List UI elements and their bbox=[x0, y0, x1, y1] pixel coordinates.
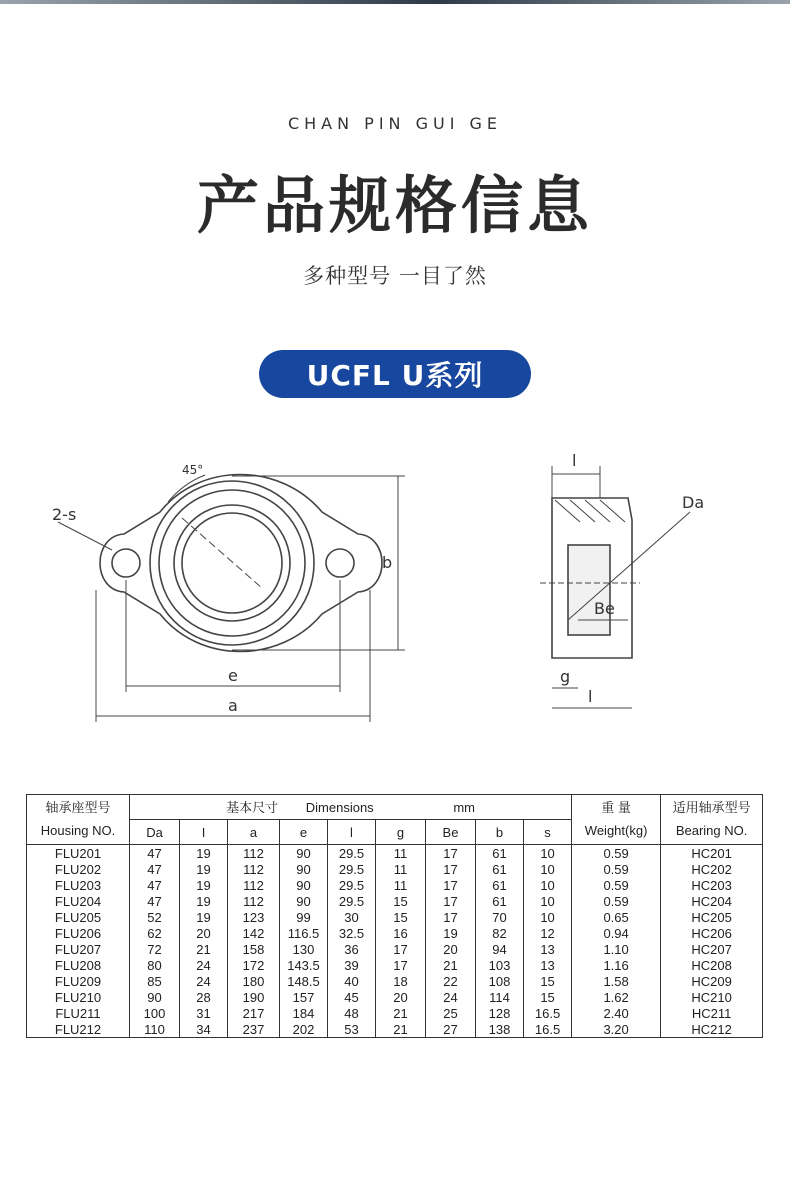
table-cell: 20 bbox=[180, 925, 228, 941]
table-cell: 47 bbox=[130, 845, 180, 862]
table-cell: 157 bbox=[280, 989, 328, 1005]
table-cell: 1.10 bbox=[572, 941, 661, 957]
bolt-hole-left bbox=[112, 549, 140, 577]
table-cell: HC212 bbox=[661, 1021, 763, 1038]
table-cell: 45 bbox=[328, 989, 376, 1005]
header-dimensions: 基本尺寸 Dimensions mm bbox=[130, 795, 572, 820]
table-cell: 184 bbox=[280, 1005, 328, 1021]
table-cell: HC205 bbox=[661, 909, 763, 925]
label-l-bottom: l bbox=[588, 687, 593, 706]
side-insert bbox=[568, 545, 610, 635]
table-cell: 11 bbox=[376, 861, 426, 877]
table-cell: 47 bbox=[130, 893, 180, 909]
table-cell: 11 bbox=[376, 877, 426, 893]
table-cell: 16.5 bbox=[524, 1021, 572, 1038]
table-cell: 72 bbox=[130, 941, 180, 957]
table-cell: 0.59 bbox=[572, 845, 661, 862]
table-cell: 20 bbox=[376, 989, 426, 1005]
table-cell: 99 bbox=[280, 909, 328, 925]
pinyin-heading: CHAN PIN GUI GE bbox=[287, 114, 503, 133]
table-cell: 10 bbox=[524, 909, 572, 925]
header-bearing: 适用轴承型号 Bearing NO. bbox=[661, 795, 763, 845]
label-angle: 45° bbox=[182, 463, 204, 477]
side-hatch bbox=[555, 500, 625, 522]
table-cell: 90 bbox=[280, 877, 328, 893]
column-header: s bbox=[524, 820, 572, 845]
label-e: e bbox=[228, 666, 238, 685]
table-cell: 0.59 bbox=[572, 877, 661, 893]
table-cell: 29.5 bbox=[328, 877, 376, 893]
table-row bbox=[27, 1005, 763, 1021]
table-cell: 48 bbox=[328, 1005, 376, 1021]
table-cell: 36 bbox=[328, 941, 376, 957]
page-subtitle: 多种型号 一目了然 bbox=[303, 264, 487, 288]
table-cell: 29.5 bbox=[328, 893, 376, 909]
table-cell: 24 bbox=[180, 957, 228, 973]
table-cell: 90 bbox=[280, 845, 328, 862]
table-cell: HC210 bbox=[661, 989, 763, 1005]
table-cell: 143.5 bbox=[280, 957, 328, 973]
table-cell: 180 bbox=[228, 973, 280, 989]
table-cell: 15 bbox=[376, 893, 426, 909]
table-cell: 15 bbox=[524, 973, 572, 989]
table-cell: HC211 bbox=[661, 1005, 763, 1021]
table-cell: 116.5 bbox=[280, 925, 328, 941]
table-row bbox=[27, 973, 763, 989]
table-cell: 2.40 bbox=[572, 1005, 661, 1021]
table-cell: 61 bbox=[476, 861, 524, 877]
table-cell: 27 bbox=[426, 1021, 476, 1038]
table-cell: 47 bbox=[130, 861, 180, 877]
header-weight: 重 量 Weight(kg) bbox=[572, 795, 661, 845]
table-cell: 190 bbox=[228, 989, 280, 1005]
table-cell: 61 bbox=[476, 877, 524, 893]
spec-table bbox=[26, 794, 763, 1038]
table-row bbox=[27, 957, 763, 973]
label-da: Da bbox=[682, 493, 705, 512]
table-row bbox=[27, 845, 763, 862]
table-cell: 32.5 bbox=[328, 925, 376, 941]
technical-drawing bbox=[0, 440, 790, 740]
table-cell: 11 bbox=[376, 845, 426, 862]
table-cell: 100 bbox=[130, 1005, 180, 1021]
table-cell: 62 bbox=[130, 925, 180, 941]
table-cell: 1.58 bbox=[572, 973, 661, 989]
table-cell: 103 bbox=[476, 957, 524, 973]
column-header: b bbox=[476, 820, 524, 845]
column-header: Da bbox=[130, 820, 180, 845]
table-cell: HC207 bbox=[661, 941, 763, 957]
table-cell: 61 bbox=[476, 845, 524, 862]
table-cell: 142 bbox=[228, 925, 280, 941]
table-cell: 10 bbox=[524, 861, 572, 877]
table-cell: FLU209 bbox=[27, 973, 130, 989]
table-row bbox=[27, 909, 763, 925]
table-cell: 19 bbox=[180, 909, 228, 925]
table-row bbox=[27, 925, 763, 941]
table-cell: 114 bbox=[476, 989, 524, 1005]
hole-leader bbox=[58, 522, 112, 550]
table-cell: HC206 bbox=[661, 925, 763, 941]
table-cell: 0.94 bbox=[572, 925, 661, 941]
table-cell: 3.20 bbox=[572, 1021, 661, 1038]
table-cell: HC201 bbox=[661, 845, 763, 862]
table-cell: 19 bbox=[180, 861, 228, 877]
table-cell: 94 bbox=[476, 941, 524, 957]
table-cell: 21 bbox=[180, 941, 228, 957]
table-cell: 24 bbox=[426, 989, 476, 1005]
housing-ring-3 bbox=[174, 505, 290, 621]
table-cell: 21 bbox=[376, 1005, 426, 1021]
table-cell: HC202 bbox=[661, 861, 763, 877]
table-cell: 17 bbox=[426, 877, 476, 893]
table-cell: 15 bbox=[524, 989, 572, 1005]
table-row bbox=[27, 893, 763, 909]
label-be: Be bbox=[594, 599, 615, 618]
table-cell: 25 bbox=[426, 1005, 476, 1021]
column-header: Be bbox=[426, 820, 476, 845]
header-housing: 轴承座型号 Housing NO. bbox=[27, 795, 130, 845]
table-row bbox=[27, 861, 763, 877]
table-cell: 61 bbox=[476, 893, 524, 909]
table-cell: 0.65 bbox=[572, 909, 661, 925]
table-cell: 123 bbox=[228, 909, 280, 925]
table-cell: 130 bbox=[280, 941, 328, 957]
table-cell: 29.5 bbox=[328, 861, 376, 877]
label-l-top: l bbox=[572, 451, 577, 470]
table-cell: 90 bbox=[130, 989, 180, 1005]
table-cell: 17 bbox=[426, 861, 476, 877]
table-cell: FLU210 bbox=[27, 989, 130, 1005]
column-header: e bbox=[280, 820, 328, 845]
column-header: I bbox=[180, 820, 228, 845]
table-cell: 112 bbox=[228, 877, 280, 893]
column-header: g bbox=[376, 820, 426, 845]
table-cell: 17 bbox=[426, 845, 476, 862]
page-title: 产品规格信息 bbox=[196, 169, 593, 242]
table-cell: 16.5 bbox=[524, 1005, 572, 1021]
bolt-hole-right bbox=[326, 549, 354, 577]
table-cell: 70 bbox=[476, 909, 524, 925]
table-cell: FLU208 bbox=[27, 957, 130, 973]
table-cell: 158 bbox=[228, 941, 280, 957]
table-cell: 47 bbox=[130, 877, 180, 893]
table-cell: FLU202 bbox=[27, 861, 130, 877]
table-cell: 29.5 bbox=[328, 845, 376, 862]
table-row bbox=[27, 941, 763, 957]
table-cell: FLU204 bbox=[27, 893, 130, 909]
bore-circle bbox=[182, 513, 282, 613]
label-g: g bbox=[560, 667, 571, 686]
table-cell: 17 bbox=[376, 941, 426, 957]
table-cell: 1.62 bbox=[572, 989, 661, 1005]
table-cell: 0.59 bbox=[572, 893, 661, 909]
table-cell: 90 bbox=[280, 861, 328, 877]
table-cell: 31 bbox=[180, 1005, 228, 1021]
top-accent-bar bbox=[0, 0, 790, 4]
table-cell: 17 bbox=[376, 957, 426, 973]
table-cell: 20 bbox=[426, 941, 476, 957]
table-cell: FLU203 bbox=[27, 877, 130, 893]
table-cell: 16 bbox=[376, 925, 426, 941]
table-cell: HC208 bbox=[661, 957, 763, 973]
table-cell: HC204 bbox=[661, 893, 763, 909]
table-cell: 108 bbox=[476, 973, 524, 989]
series-badge: UCFL U系列 bbox=[259, 350, 531, 398]
table-cell: HC203 bbox=[661, 877, 763, 893]
label-a: a bbox=[228, 696, 238, 715]
table-cell: 21 bbox=[426, 957, 476, 973]
table-cell: 19 bbox=[180, 877, 228, 893]
drawing-svg bbox=[0, 440, 790, 740]
table-cell: 18 bbox=[376, 973, 426, 989]
table-cell: 12 bbox=[524, 925, 572, 941]
table-cell: 85 bbox=[130, 973, 180, 989]
table-cell: 21 bbox=[376, 1021, 426, 1038]
table-cell: 10 bbox=[524, 893, 572, 909]
table-cell: 13 bbox=[524, 941, 572, 957]
table-cell: 24 bbox=[180, 973, 228, 989]
table-cell: 110 bbox=[130, 1021, 180, 1038]
table-cell: 128 bbox=[476, 1005, 524, 1021]
table-cell: 39 bbox=[328, 957, 376, 973]
table-cell: FLU212 bbox=[27, 1021, 130, 1038]
table-cell: HC209 bbox=[661, 973, 763, 989]
column-header: a bbox=[228, 820, 280, 845]
column-header: l bbox=[328, 820, 376, 845]
table-cell: 112 bbox=[228, 845, 280, 862]
table-cell: 34 bbox=[180, 1021, 228, 1038]
table-cell: 19 bbox=[426, 925, 476, 941]
table-cell: 19 bbox=[180, 893, 228, 909]
table-cell: 172 bbox=[228, 957, 280, 973]
table-cell: 28 bbox=[180, 989, 228, 1005]
table-row bbox=[27, 1021, 763, 1038]
table-cell: 30 bbox=[328, 909, 376, 925]
table-cell: 15 bbox=[376, 909, 426, 925]
table-cell: FLU207 bbox=[27, 941, 130, 957]
table-cell: FLU211 bbox=[27, 1005, 130, 1021]
table-cell: 19 bbox=[180, 845, 228, 862]
table-cell: 148.5 bbox=[280, 973, 328, 989]
table-cell: 217 bbox=[228, 1005, 280, 1021]
table-row bbox=[27, 989, 763, 1005]
table-cell: 53 bbox=[328, 1021, 376, 1038]
table-cell: 10 bbox=[524, 845, 572, 862]
table-cell: 40 bbox=[328, 973, 376, 989]
table-cell: 90 bbox=[280, 893, 328, 909]
table-cell: 112 bbox=[228, 893, 280, 909]
table-cell: 237 bbox=[228, 1021, 280, 1038]
table-cell: 82 bbox=[476, 925, 524, 941]
table-cell: FLU206 bbox=[27, 925, 130, 941]
table-cell: FLU205 bbox=[27, 909, 130, 925]
table-cell: 112 bbox=[228, 861, 280, 877]
housing-ring-2 bbox=[159, 490, 305, 636]
table-cell: 17 bbox=[426, 909, 476, 925]
table-cell: 13 bbox=[524, 957, 572, 973]
table-cell: 1.16 bbox=[572, 957, 661, 973]
table-row bbox=[27, 877, 763, 893]
table-cell: 10 bbox=[524, 877, 572, 893]
table-cell: 138 bbox=[476, 1021, 524, 1038]
table-cell: FLU201 bbox=[27, 845, 130, 862]
table-cell: 80 bbox=[130, 957, 180, 973]
table-cell: 17 bbox=[426, 893, 476, 909]
table-cell: 202 bbox=[280, 1021, 328, 1038]
label-b: b bbox=[382, 553, 393, 572]
table-cell: 52 bbox=[130, 909, 180, 925]
table-cell: 22 bbox=[426, 973, 476, 989]
centerline-diagonal bbox=[182, 518, 262, 588]
table-cell: 0.59 bbox=[572, 861, 661, 877]
label-holes: 2-s bbox=[52, 505, 77, 524]
